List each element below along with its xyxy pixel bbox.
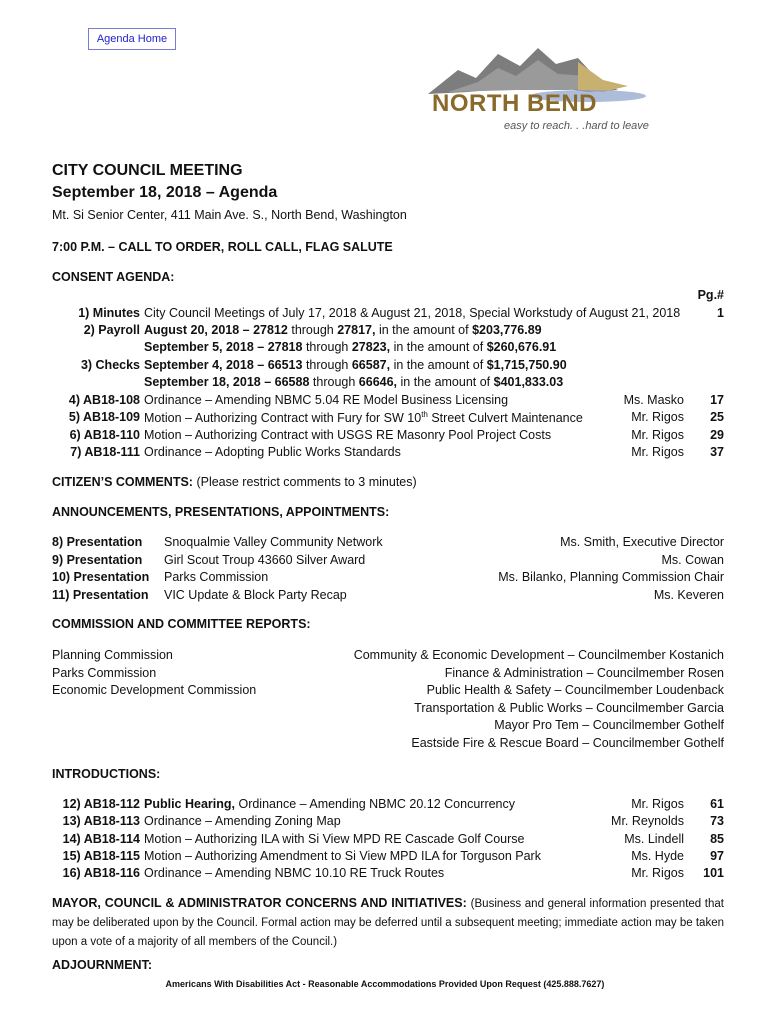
item-page: 37 [710,445,724,459]
item-page: 97 [710,849,724,863]
committee-list [354,647,724,752]
item-label: 1) Minutes [78,306,140,320]
announcements-heading: ANNOUNCEMENTS, PRESENTATIONS, APPOINTMENTS: [52,505,390,519]
item-label: 2) Payroll [83,323,140,337]
intro-row [52,797,724,814]
item-text: September 4, 2018 – 66513 through 66587, in the amount of $1,715,750.90 [144,358,567,372]
item-text: Motion – Authorizing Contract with Fury for SW 10th Street Culvert Maintenance [144,410,583,426]
item-presenter: Ms. Hyde [631,849,684,863]
item-presenter: Mr. Rigos [631,797,684,811]
item-presenter: Mr. Rigos [631,866,684,880]
item-page: 1 [717,306,724,320]
list-item: 11) Presentation VIC Update & Block Party Recap Ms. Keveren [52,587,724,602]
consent-heading: CONSENT AGENDA: [52,270,175,284]
item-page: 29 [710,428,724,442]
item-presenter: Mr. Rigos [631,428,684,442]
consent-row [52,340,724,357]
consent-row [52,428,724,445]
item-label: 6) AB18-110 [69,428,140,442]
consent-row [52,445,724,462]
item-text: Ordinance – Amending NBMC 5.04 RE Model Business Licensing [144,393,509,407]
item-page: 101 [703,866,724,880]
item-text: City Council Meetings of July 17, 2018 & August 21, 2018, Special Workstudy of August 21, 2018 [144,306,681,320]
item-label: 3) Checks [80,358,140,372]
item-text: Public Hearing, Ordinance – Amending NBMC 20.12 Concurrency [144,797,516,811]
item-text: Motion – Authorizing Contract with USGS RE Masonry Pool Project Costs [144,428,552,442]
list-item: Eastside Fire & Rescue Board – Councilmember Gothelf [411,735,724,750]
list-item: Economic Development Commission [52,683,257,697]
commission-heading: COMMISSION AND COMMITTEE REPORTS: [52,617,311,631]
consent-row [52,358,724,375]
list-item: 10) Presentation Parks Commission Ms. Bilanko, Planning Commission Chair [52,570,724,584]
introductions-heading: INTRODUCTIONS: [52,767,161,781]
list-item: Public Health & Safety – Councilmember Loudenback [426,683,724,697]
item-page: 17 [710,393,724,407]
logo-text: NORTH BEND [432,90,597,117]
consent-row [52,410,724,427]
list-item: Community & Economic Development – Councilmember Kostanich [353,648,724,662]
north-bend-logo [428,42,658,142]
call-to-order: 7:00 P.M. – CALL TO ORDER, ROLL CALL, FLAG SALUTE [52,240,393,254]
item-text: August 20, 2018 – 27812 through 27817, in the amount of $203,776.89 [144,323,542,337]
page-title: CITY COUNCIL MEETING [52,162,243,179]
announcements-list [52,535,724,605]
meeting-location: Mt. Si Senior Center, 411 Main Ave. S., North Bend, Washington [52,208,407,222]
item-text: Motion – Authorizing ILA with Si View MPD RE Cascade Golf Course [144,832,525,846]
item-text: September 18, 2018 – 66588 through 66646, in the amount of $401,833.03 [144,375,564,389]
item-label: 16) AB18-116 [62,866,140,880]
list-item: 8) Presentation Snoqualmie Valley Community Network Ms. Smith, Executive Director [52,535,724,549]
item-presenter: Mr. Reynolds [611,814,684,828]
item-label: 14) AB18-114 [62,832,140,846]
item-label: 7) AB18-111 [70,445,140,459]
citizens-comments: CITIZEN’S COMMENTS: (Please restrict comments to 3 minutes) [52,475,417,489]
item-text: Motion – Authorizing Amendment to Si View MPD ILA for Torguson Park [144,849,541,863]
item-page: 61 [710,797,724,811]
list-item: Transportation & Public Works – Councilmember Garcia [414,700,724,715]
intro-row [52,866,724,883]
consent-row [52,306,724,323]
item-presenter: Ms. Lindell [624,832,684,846]
list-item: Mayor Pro Tem – Councilmember Gothelf [494,718,724,732]
item-text: September 5, 2018 – 27818 through 27823, in the amount of $260,676.91 [144,340,557,354]
item-text: Ordinance – Adopting Public Works Standards [144,445,401,459]
list-item: Parks Commission [52,665,157,680]
adjournment: ADJOURNMENT: [52,958,152,972]
item-label: 13) AB18-113 [62,814,140,828]
logo-tagline: easy to reach. . .hard to leave [504,120,649,132]
item-page: 85 [710,832,724,846]
commission-list [52,647,256,700]
mayor-concerns: MAYOR, COUNCIL & ADMINISTRATOR CONCERNS AND INITIATIVES: (Business and general information presented that may be deliberated upon by the Council. Formal action may be deferred until a subsequent meeting; immediate action may be taken upon a vote of a majority of all members of the Council.) [52,896,724,948]
item-page: 73 [710,814,724,828]
item-label: 12) AB18-112 [62,797,140,811]
consent-row [52,375,724,392]
page-column-header: Pg.# [697,288,724,302]
list-item: Planning Commission [52,648,173,662]
consent-row [52,393,724,410]
item-presenter: Ms. Masko [623,393,684,407]
intro-row [52,832,724,849]
intro-row [52,814,724,831]
consent-row [52,323,724,340]
item-label: 5) AB18-109 [68,410,140,424]
list-item: 9) Presentation Girl Scout Troup 43660 Silver Award Ms. Cowan [52,552,724,567]
list-item: Finance & Administration – Councilmember Rosen [444,665,724,680]
item-text: Ordinance – Amending Zoning Map [144,814,341,828]
item-page: 25 [710,410,724,424]
ada-footer: Americans With Disabilities Act - Reasonable Accommodations Provided Upon Request (425.888.7627) [165,979,605,989]
item-label: 4) AB18-108 [68,393,140,407]
page-subtitle: September 18, 2018 – Agenda [52,184,278,201]
intro-row [52,849,724,866]
item-presenter: Mr. Rigos [631,410,684,424]
item-label: 15) AB18-115 [62,849,140,863]
agenda-home-button[interactable]: Agenda Home [88,28,176,50]
item-presenter: Mr. Rigos [631,445,684,459]
item-text: Ordinance – Amending NBMC 10.10 RE Truck Routes [144,866,445,880]
